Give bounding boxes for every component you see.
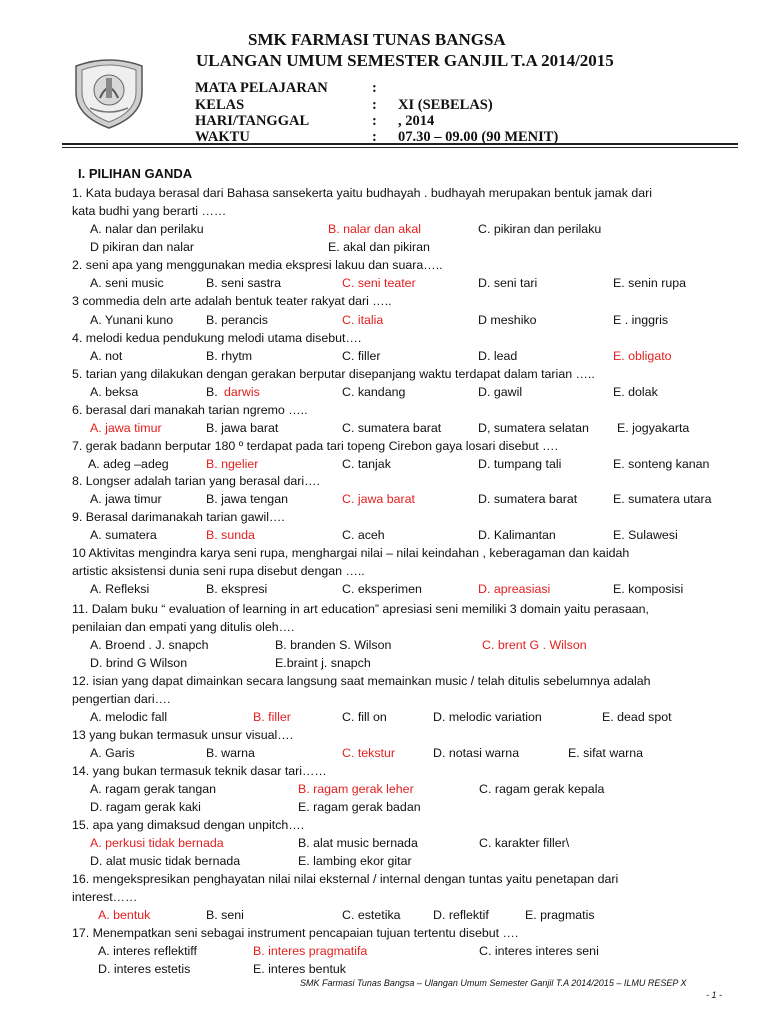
answer-option: C. interes interes seni	[479, 944, 599, 958]
question-text: 17. Menempatkan seni sebagai instrument pencapaian tujuan tertentu disebut ….	[72, 926, 519, 940]
section-title: I. PILIHAN GANDA	[78, 166, 193, 181]
answer-option: C. ragam gerak kepala	[479, 782, 605, 796]
info-value: , 2014	[398, 113, 435, 129]
answer-option: E. komposisi	[613, 582, 684, 596]
answer-option: E.braint j. snapch	[275, 656, 371, 670]
answer-option: C. seni teater	[342, 276, 416, 290]
answer-option: A. interes reflektiff	[98, 944, 197, 958]
answer-option: E. sifat warna	[568, 746, 644, 760]
answer-option: D. sumatera barat	[478, 492, 578, 506]
answer-option: B. sunda	[206, 528, 255, 542]
question-text: 7. gerak badann berputar 180 º terdapat pada tari topeng Cirebon gaya losari disebut ….	[72, 439, 559, 453]
info-value: XI (SEBELAS)	[398, 97, 493, 113]
question-text: 10 Aktivitas mengindra karya seni rupa, menghargai nilai – nilai keindahan , keberagaman dan kaidah	[72, 546, 630, 560]
info-colon: :	[372, 129, 377, 145]
answer-option: E. dead spot	[602, 710, 672, 724]
answer-option: E. Sulawesi	[613, 528, 678, 542]
answer-option: A. jawa timur	[90, 421, 162, 435]
answer-option: C. brent G . Wilson	[482, 638, 587, 652]
answer-option: B. seni	[206, 908, 244, 922]
answer-option: darwis	[224, 385, 260, 399]
school-name: SMK FARMASI TUNAS BANGSA	[248, 30, 506, 49]
answer-option: B. seni sastra	[206, 276, 282, 290]
info-label: HARI/TANGGAL	[195, 113, 310, 129]
answer-option: A. Yunani kuno	[90, 313, 174, 327]
answer-option: C. italia	[342, 313, 384, 327]
answer-option: A. perkusi tidak bernada	[90, 836, 224, 850]
question-text: 5. tarian yang dilakukan dengan gerakan berputar disepanjang waktu terdapat dalam tarian …..	[72, 367, 595, 381]
answer-option: D. brind G Wilson	[90, 656, 188, 670]
answer-option: A. sumatera	[90, 528, 157, 542]
answer-option: E . inggris	[613, 313, 669, 327]
answer-option: B. interes pragmatifa	[253, 944, 368, 958]
answer-option: D. notasi warna	[433, 746, 520, 760]
answer-option: C. karakter filler\	[479, 836, 570, 850]
answer-option: E. dolak	[613, 385, 658, 399]
answer-option: B. jawa tengan	[206, 492, 288, 506]
answer-option: C. eksperimen	[342, 582, 422, 596]
question-text: 2. seni apa yang menggunakan media ekspresi lakuu dan suara…..	[72, 258, 443, 272]
answer-option: E. interes bentuk	[253, 962, 346, 976]
question-text: kata budhi yang berarti ……	[72, 204, 227, 218]
answer-option: A. bentuk	[98, 908, 151, 922]
answer-option: C. jawa barat	[342, 492, 416, 506]
question-text: interest……	[72, 890, 138, 904]
answer-option: C. filler	[342, 349, 381, 363]
answer-option: B. branden S. Wilson	[275, 638, 392, 652]
answer-option: D. melodic variation	[433, 710, 542, 724]
answer-option: A. melodic fall	[90, 710, 168, 724]
answer-option: B. ekspresi	[206, 582, 268, 596]
info-label: KELAS	[195, 97, 245, 113]
question-text: 3 commedia deln arte adalah bentuk teater rakyat dari …..	[72, 294, 392, 308]
footer-text: SMK Farmasi Tunas Bangsa – Ulangan Umum Semester Ganjil T.A 2014/2015 – ILMU RESEP X	[300, 978, 687, 988]
question-text: 15. apa yang dimaksud dengan unpitch….	[72, 818, 305, 832]
answer-option: D. ragam gerak kaki	[90, 800, 201, 814]
answer-option: A. ragam gerak tangan	[90, 782, 217, 796]
answer-option: D. alat music tidak bernada	[90, 854, 241, 868]
answer-option: D. apreasiasi	[478, 582, 551, 596]
answer-option: D meshiko	[478, 313, 537, 327]
answer-option: D. seni tari	[478, 276, 538, 290]
question-text: 9. Berasal darimanakah tarian gawil….	[72, 510, 285, 524]
answer-option: E. lambing ekor gitar	[298, 854, 412, 868]
answer-option: A. Garis	[90, 746, 135, 760]
answer-option: D. Kalimantan	[478, 528, 556, 542]
answer-option: E. jogyakarta	[617, 421, 690, 435]
answer-option: A. nalar dan perilaku	[90, 222, 204, 236]
answer-option: E. obligato	[613, 349, 672, 363]
answer-option: A. jawa timur	[90, 492, 162, 506]
answer-option: E. sumatera utara	[613, 492, 712, 506]
info-label: MATA PELAJARAN	[195, 80, 328, 96]
answer-option: B. ragam gerak leher	[298, 782, 414, 796]
question-text: 14. yang bukan termasuk teknik dasar tari……	[72, 764, 327, 778]
page-number: - 1 -	[706, 990, 723, 1000]
answer-option: A. Refleksi	[90, 582, 150, 596]
answer-option: B. warna	[206, 746, 255, 760]
question-text: 11. Dalam buku “ evaluation of learning in art education” apresiasi seni memiliki 3 domain yaitu perasaan,	[72, 602, 649, 616]
answer-option: D, sumatera selatan	[478, 421, 589, 435]
answer-option: C. kandang	[342, 385, 406, 399]
answer-option: E. ragam gerak badan	[298, 800, 421, 814]
question-text: 4. melodi kedua pendukung melodi utama disebut….	[72, 331, 362, 345]
answer-option: A. not	[90, 349, 123, 363]
answer-option: B. alat music bernada	[298, 836, 418, 850]
answer-option: D. tumpang tali	[478, 457, 562, 471]
answer-option: C. aceh	[342, 528, 385, 542]
answer-option: C. estetika	[342, 908, 401, 922]
answer-option: B. filler	[253, 710, 291, 724]
answer-option: C. tanjak	[342, 457, 391, 471]
info-label: WAKTU	[195, 129, 250, 145]
info-colon: :	[372, 80, 377, 96]
question-text: artistic aksistensi dunia seni rupa disebut dengan …..	[72, 564, 365, 578]
question-text: pengertian dari….	[72, 692, 171, 706]
answer-option: E. senin rupa	[613, 276, 687, 290]
question-text: 12. isian yang dapat dimainkan secara langsung saat memainkan music / telah ditulis sebelumnya adalah	[72, 674, 651, 688]
exam-title: ULANGAN UMUM SEMESTER GANJIL T.A 2014/2015	[196, 51, 614, 70]
question-text: 13 yang bukan termasuk unsur visual….	[72, 728, 294, 742]
answer-option: C. tekstur	[342, 746, 396, 760]
question-text: 1. Kata budaya berasal dari Bahasa sansekerta yaitu budhayah . budhayah merupakan bentuk jamak dari	[72, 186, 652, 200]
answer-option: A. seni music	[90, 276, 164, 290]
answer-option: D. lead	[478, 349, 518, 363]
question-text: penilaian dan empati yang ditulis oleh….	[72, 620, 295, 634]
answer-option: B. rhytm	[206, 349, 253, 363]
header-divider	[62, 143, 738, 148]
question-text: 6. berasal dari manakah tarian ngremo …..	[72, 403, 308, 417]
info-colon: :	[372, 113, 377, 129]
answer-option: E. sonteng kanan	[613, 457, 710, 471]
answer-option: B. nalar dan akal	[328, 222, 421, 236]
answer-option: D pikiran dan nalar	[90, 240, 195, 254]
question-text: 8. Longser adalah tarian yang berasal dari….	[72, 474, 320, 488]
answer-option: A. beksa	[90, 385, 139, 399]
info-colon: :	[372, 97, 377, 113]
answer-option: C. sumatera barat	[342, 421, 442, 435]
answer-option: D. reflektif	[433, 908, 489, 922]
answer-option: B. jawa barat	[206, 421, 279, 435]
answer-option: E. pragmatis	[525, 908, 595, 922]
answer-option: B. perancis	[206, 313, 268, 327]
answer-option: C. pikiran dan perilaku	[478, 222, 602, 236]
question-text: 16. mengekspresikan penghayatan nilai nilai eksternal / internal dengan tuntas yaitu penetapan dari	[72, 872, 619, 886]
answer-option: A. adeg –adeg	[88, 457, 169, 471]
answer-option: D. interes estetis	[98, 962, 191, 976]
answer-option: B. ngelier	[206, 457, 259, 471]
answer-option: E. akal dan pikiran	[328, 240, 430, 254]
answer-option: B.	[206, 385, 218, 399]
info-value: 07.30 – 09.00 (90 MENIT)	[398, 129, 559, 145]
answer-option: D. gawil	[478, 385, 523, 399]
answer-option: C. fill on	[342, 710, 387, 724]
school-logo-icon	[70, 52, 148, 130]
answer-option: A. Broend . J. snapch	[90, 638, 209, 652]
